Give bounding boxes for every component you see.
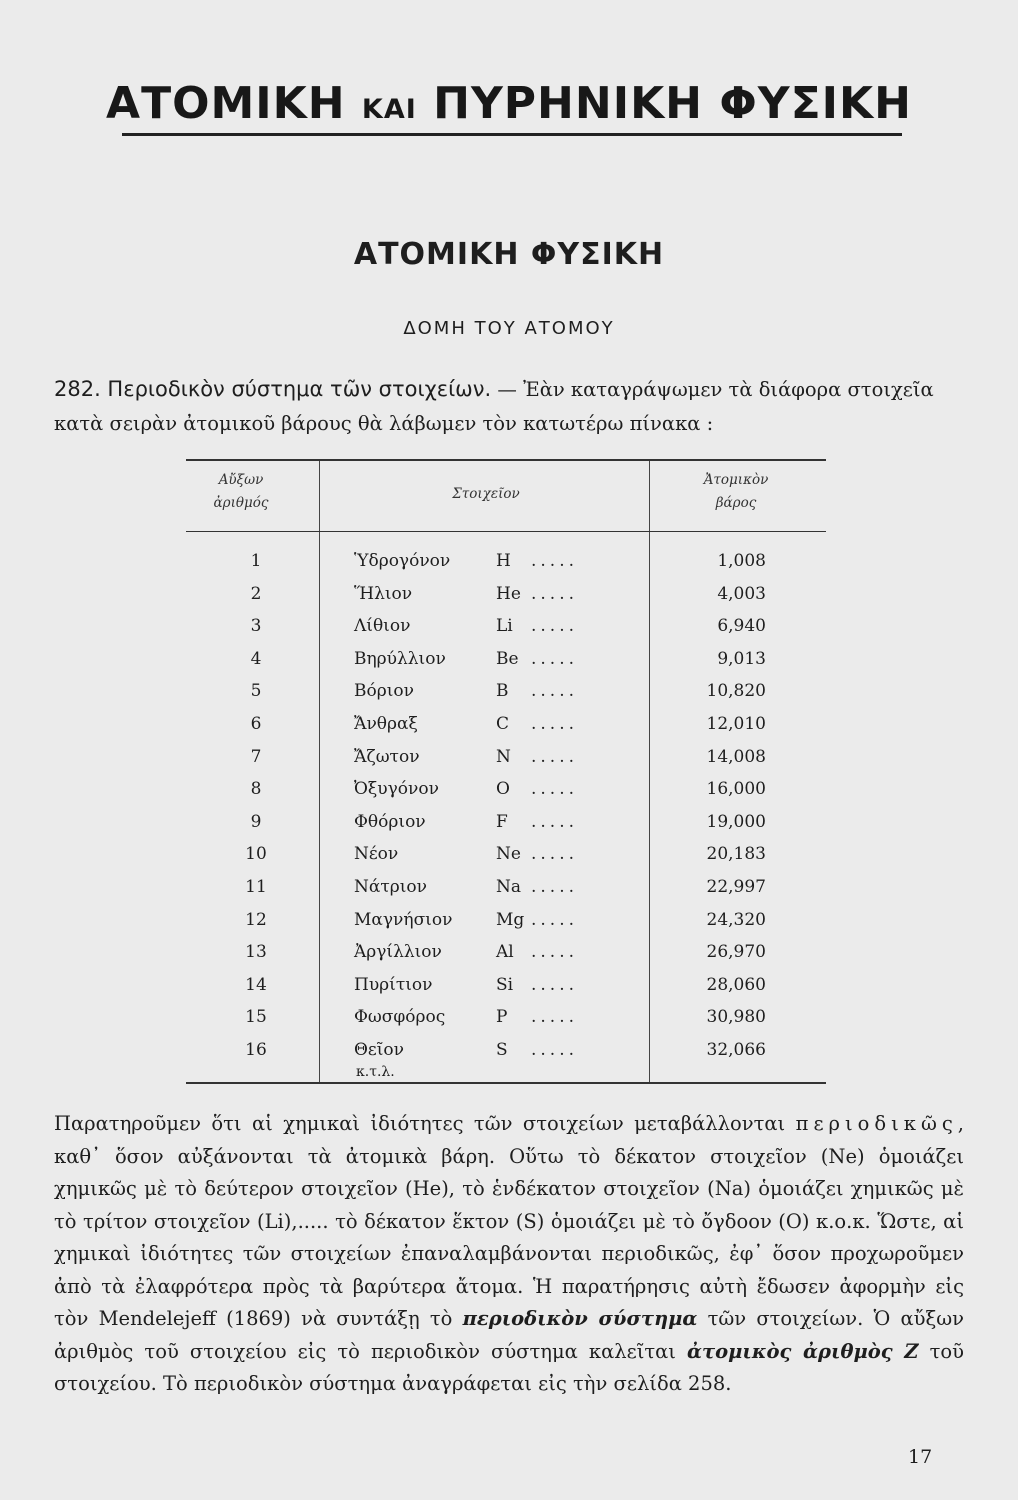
element-symbol: H <box>496 551 511 571</box>
element-symbol: O <box>496 779 510 800</box>
element-name: Λίθιον <box>354 616 411 637</box>
element-symbol: Al <box>496 942 514 963</box>
leader-dots: ..... <box>531 877 579 897</box>
element-name: Θεῖον <box>354 1040 404 1060</box>
title-part-1: ΑΤΟΜΙΚΗ <box>106 78 346 129</box>
title-underline <box>122 133 902 136</box>
element-name: Βηρύλλιον <box>354 648 446 669</box>
element-number: 7 <box>250 746 262 767</box>
element-number: 10 <box>245 844 267 865</box>
element-symbol: Na <box>496 877 522 897</box>
term-atomic-number: ἀτομικὸς ἀριθμὸς Z <box>687 1339 919 1363</box>
section-title: ΑΤΟΜΙΚΗ ΦΥΣΙΚΗ <box>353 237 665 272</box>
atomic-weight: 10,820 <box>706 681 766 702</box>
atomic-weight: 32,066 <box>706 1040 766 1060</box>
element-symbol: He <box>496 583 521 604</box>
element-number: 11 <box>245 877 267 897</box>
leader-dots: ..... <box>531 714 579 734</box>
element-number: 3 <box>250 616 262 637</box>
page-title <box>0 78 1018 129</box>
element-number: 16 <box>245 1040 267 1060</box>
element-number: 1 <box>250 551 262 571</box>
table-row <box>186 773 826 805</box>
atomic-weight: 16,000 <box>706 779 766 800</box>
leader-dots: ..... <box>531 909 579 930</box>
element-number: 13 <box>245 942 267 963</box>
element-symbol: Mg <box>496 909 525 930</box>
title-part-2: ΚΑΙ <box>361 94 417 125</box>
element-symbol: C <box>496 714 510 734</box>
atomic-weight: 22,997 <box>706 877 766 897</box>
element-symbol: Li <box>496 616 513 637</box>
leader-dots: ..... <box>531 1040 579 1060</box>
atomic-weight: 30,980 <box>706 1007 766 1028</box>
element-number: 9 <box>250 811 262 832</box>
atomic-weight: 9,013 <box>717 648 766 669</box>
leader-dots: ..... <box>531 811 579 832</box>
element-name: Νάτριον <box>354 877 427 897</box>
element-symbol: P <box>496 1007 508 1028</box>
element-name: Ἀργίλλιον <box>354 942 442 963</box>
element-name: Ἥλιον <box>354 583 413 604</box>
table-row <box>186 675 826 707</box>
table-row <box>186 708 826 740</box>
leader-dots: ..... <box>531 583 579 604</box>
element-number: 6 <box>250 714 262 734</box>
element-number: 8 <box>250 779 262 800</box>
table-row <box>186 643 826 675</box>
atomic-weight: 28,060 <box>706 974 766 995</box>
element-number: 15 <box>245 1007 267 1028</box>
elements-table <box>186 459 826 1084</box>
table-row <box>186 806 826 838</box>
table-etc: κ.τ.λ. <box>356 1064 395 1080</box>
atomic-weight: 4,003 <box>717 583 766 604</box>
leader-dots: ..... <box>531 648 579 669</box>
element-name: Μαγνήσιον <box>354 909 453 930</box>
leader-dots: ..... <box>531 942 579 963</box>
atomic-weight: 1,008 <box>717 551 766 571</box>
column-header-weight: Ἀτομικὸν βάρος <box>703 472 769 511</box>
table-row <box>186 1001 826 1033</box>
element-number: 14 <box>245 974 267 995</box>
element-symbol: S <box>496 1040 508 1060</box>
element-symbol: F <box>496 811 508 832</box>
table-row <box>186 610 826 642</box>
element-name: Φωσφόρος <box>354 1007 446 1028</box>
atomic-weight: 20,183 <box>706 844 766 865</box>
atomic-weight: 14,008 <box>706 746 766 767</box>
page-number: 17 <box>908 1446 933 1468</box>
leader-dots: ..... <box>531 974 579 995</box>
table-row <box>186 936 826 968</box>
table-row <box>186 545 826 577</box>
table-row <box>186 741 826 773</box>
atomic-weight: 26,970 <box>706 942 766 963</box>
table-row <box>186 969 826 1001</box>
leader-dots: ..... <box>531 844 579 865</box>
element-number: 2 <box>250 583 262 604</box>
element-name: Βόριον <box>354 681 414 702</box>
element-number: 12 <box>245 909 267 930</box>
atomic-weight: 6,940 <box>717 616 766 637</box>
leader-dots: ..... <box>531 1007 579 1028</box>
element-name: Ἄζωτον <box>354 746 420 767</box>
column-header-number: Αὔξων ἀριθμός <box>213 472 269 511</box>
element-name: Νέον <box>354 844 399 865</box>
body-paragraph: Παρατηροῦμεν ὅτι αἱ χημικαὶ ἰδιότητες τῶν στοιχείων μεταβάλλονται περιοδικῶς, καθ᾽ ὅσον αὐξάνονται τὰ ἀτομικὰ βάρη. Οὕτω τὸ δέκατον στοιχεῖον (Ne) ὁμοιάζει χημικῶς μὲ τὸ δεύτερον στοιχεῖον (He), τὸ ἑνδέκατον στοιχεῖον (Na) ὁμοιάζει χημικῶς μὲ τὸ τρίτον στοιχεῖον (Li),..... τὸ δέκατον ἕκτον (S) ὁμοιάζει μὲ τὸ ὄγδοον (O) κ.ο.κ. Ὥστε, αἱ χημικαὶ ἰδιότητες τῶν στοιχείων ἐπαναλαμβάνονται περιοδικῶς, ἐφ᾽ ὅσον προχωροῦμεν ἀπὸ τὰ ἐλαφρότερα πρὸς τὰ βαρύτερα ἄτομα. Ἡ παρατήρησις αὐτὴ ἔδωσεν ἀφορμὴν εἰς τὸν Mendelejeff (1869) νὰ συντάξῃ τὸ περιοδικὸν σύστημα τῶν στοιχείων. Ὁ αὔξων ἀριθμὸς τοῦ στοιχείου εἰς τὸ περιοδικὸν σύστημα καλεῖται ἀτομικὸς ἀριθμὸς Z τοῦ στοιχείου. Τὸ περιοδικὸν σύστημα ἀναγράφεται εἰς τὴν σελίδα 258. <box>54 1112 964 1395</box>
element-name: Ὑδρογόνον <box>354 551 451 571</box>
table-row <box>186 838 826 870</box>
element-number: 4 <box>250 648 262 669</box>
element-symbol: Si <box>496 974 514 995</box>
element-name: Φθόριον <box>354 811 426 832</box>
leader-dots: ..... <box>531 779 579 800</box>
leader-dots: ..... <box>531 681 579 702</box>
title-part-3: ΠΥΡΗΝΙΚΗ ΦΥΣΙΚΗ <box>433 78 912 129</box>
paragraph-heading: 282. Περιοδικὸν σύστημα τῶν στοιχείων. <box>54 377 492 401</box>
term-periodic-system: περιοδικὸν σύστημα <box>462 1307 698 1330</box>
table-row <box>186 1034 826 1066</box>
element-name: Πυρίτιον <box>354 974 433 995</box>
atomic-weight: 12,010 <box>706 714 766 734</box>
leader-dots: ..... <box>531 551 579 571</box>
subsection-title: ΔΟΜΗ ΤΟΥ ΑΤΟΜΟΥ <box>403 318 615 339</box>
table-row <box>186 578 826 610</box>
table-row <box>186 871 826 903</box>
emphasis-spaced: περιοδικῶς <box>795 1112 958 1135</box>
intro-paragraph <box>54 372 964 441</box>
intro-text: — Ἐὰν καταγράψωμεν τὰ διάφορα στοιχεῖα κατὰ σειρὰν ἀτομικοῦ βάρους θὰ λάβωμεν τὸν κατωτέρω πίνακα : <box>54 378 934 435</box>
element-symbol: B <box>496 681 509 702</box>
atomic-weight: 24,320 <box>706 909 766 930</box>
leader-dots: ..... <box>531 616 579 637</box>
table-row <box>186 904 826 936</box>
element-symbol: N <box>496 746 511 767</box>
element-name: Ἄνθραξ <box>354 714 418 734</box>
leader-dots: ..... <box>531 746 579 767</box>
atomic-weight: 19,000 <box>706 811 766 832</box>
element-symbol: Be <box>496 648 519 669</box>
column-header-element: Στοιχεῖον <box>452 486 520 502</box>
element-name: Ὀξυγόνον <box>354 779 439 800</box>
header-rule <box>186 531 826 532</box>
element-number: 5 <box>250 681 262 702</box>
element-symbol: Ne <box>496 844 521 865</box>
